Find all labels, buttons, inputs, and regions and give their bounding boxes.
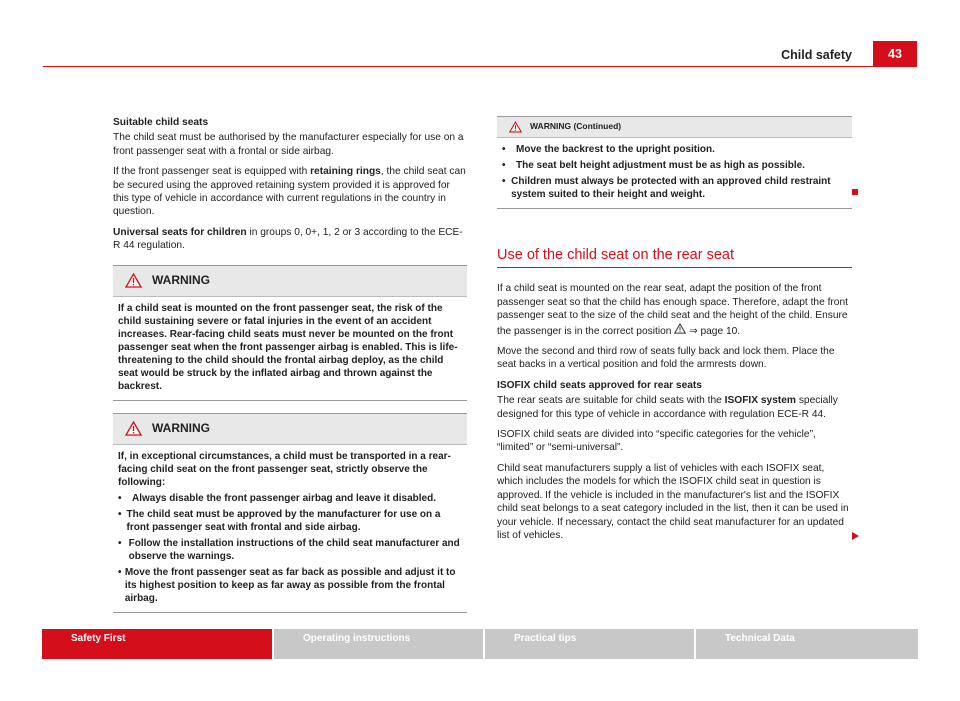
paragraph-universal-seats: Universal seats for children in groups 0, 0+, 1, 2 or 3 according to the ECE-R 44 regulation. — [113, 226, 463, 252]
paragraph-authorisation: The child seat must be authorised by the manufacturer especially for use on a front passenger seat with a frontal or side airbag. — [113, 132, 464, 157]
warning-box-front-seat-risk — [113, 265, 467, 401]
paragraph-retaining-rings: If the front passenger seat is equipped with retaining rings, the child seat can be secured using the approved retaining system provided it is approved for this type of vehicle in accordance with current regulations in the country in question. — [113, 166, 466, 218]
warning-body — [497, 138, 852, 208]
tab-technical-data[interactable]: Technical Data — [696, 629, 918, 659]
warning-text: If a child seat is mounted on the front passenger seat, the risk of the child sustaining severe or fatal injuries in the event of an accident increases. Rear-facing child seats must never be mounted on the front passenger seat when the front passenger airbag is enabled. This is life-threatening to the child should the frontal airbag deploy, as the child seat would be struck by the inflated airbag and thrown against the backrest. — [118, 302, 458, 392]
warning-triangle-icon — [509, 121, 522, 133]
warning-triangle-icon — [125, 273, 142, 288]
warning-body — [113, 297, 467, 400]
warning-bullet: • Move the front passenger seat as far back as possible and adjust it to its highest position to keep as far away as possible from the frontal airbag. — [118, 566, 456, 604]
continue-arrow-icon — [852, 532, 859, 540]
footer-nav — [42, 629, 918, 659]
paragraph-isofix-system: The rear seats are suitable for child seats with the ISOFIX system specially designed for this type of vehicle in accordance with regulation ECE-R 44. — [497, 395, 838, 420]
tab-operating-instructions[interactable]: Operating instructions — [274, 629, 483, 659]
warning-box-rear-facing — [113, 413, 467, 613]
warning-title: WARNING — [152, 420, 210, 435]
running-header-title: Child safety — [781, 48, 852, 62]
warning-header — [497, 117, 852, 138]
warning-title: WARNING — [152, 272, 210, 287]
warning-triangle-icon — [125, 421, 142, 436]
page-number: 43 — [873, 41, 917, 67]
warning-header — [113, 414, 467, 445]
warning-bullet: • Always disable the front passenger airbag and leave it disabled. — [118, 492, 436, 504]
paragraph-manufacturer-list: Child seat manufacturers supply a list of vehicles with each ISOFIX seat, which includes the models for which the ISOFIX child seat in question is approved. If the vehicle is included in the manufacturer's list and the ISOFIX child seat belongs to a seat category included in the list, then it can be used in your vehicle. If necessary, contact the child seat manufacturer for an updated list of vehicles. — [497, 462, 849, 541]
warning-bullet: • Follow the installation instructions of the child seat manufacturer and observe the warnings. — [118, 537, 460, 562]
tab-safety-first[interactable]: Safety First — [42, 629, 272, 659]
subheading-isofix: ISOFIX child seats approved for rear seats — [497, 379, 702, 391]
right-column — [497, 116, 852, 549]
paragraph-rear-seat-position: If a child seat is mounted on the rear seat, adapt the position of the front passenger seat so that the child has enough space. Therefore, adapt the front passenger seat to the size of the child seat and the height of the child. Ensure the passenger is in the correct position ⇒ page 10. — [497, 283, 848, 337]
warning-bullet: • The seat belt height adjustment must be as high as possible. — [502, 160, 805, 171]
warning-title: WARNING (Continued) — [530, 121, 622, 132]
paragraph-second-third-row: Move the second and third row of seats fully back and lock them. Place the seat backs in a vertical position and fold the armrests down. — [497, 346, 835, 371]
section-title: Use of the child seat on the rear seat — [497, 249, 852, 268]
paragraph-isofix-categories: ISOFIX child seats are divided into “specific categories for the vehicle”, “limited” or “semi-universal”. — [497, 429, 816, 454]
warning-header — [113, 266, 467, 297]
warning-bullet: • Move the backrest to the upright position. — [502, 144, 715, 155]
warning-box-continued — [497, 116, 852, 209]
warning-body — [113, 445, 467, 612]
page-reference-link[interactable]: ⇒ page 10. — [686, 325, 741, 337]
tab-practical-tips[interactable]: Practical tips — [485, 629, 694, 659]
warning-bullet: • Children must always be protected with an approved child restraint system suited to their height and weight. — [502, 176, 831, 200]
header-rule — [43, 66, 917, 67]
warning-intro: If, in exceptional circumstances, a child must be transported in a rear-facing child seat on the front passenger seat, strictly observe the following: — [118, 450, 451, 488]
warning-triangle-icon — [674, 323, 686, 334]
left-column — [113, 116, 467, 613]
subheading-suitable-child-seats: Suitable child seats — [113, 117, 209, 128]
section-end-marker — [852, 189, 858, 195]
warning-bullet: • The child seat must be approved by the manufacturer for use on a front passenger seat with frontal and side airbag. — [118, 508, 441, 533]
